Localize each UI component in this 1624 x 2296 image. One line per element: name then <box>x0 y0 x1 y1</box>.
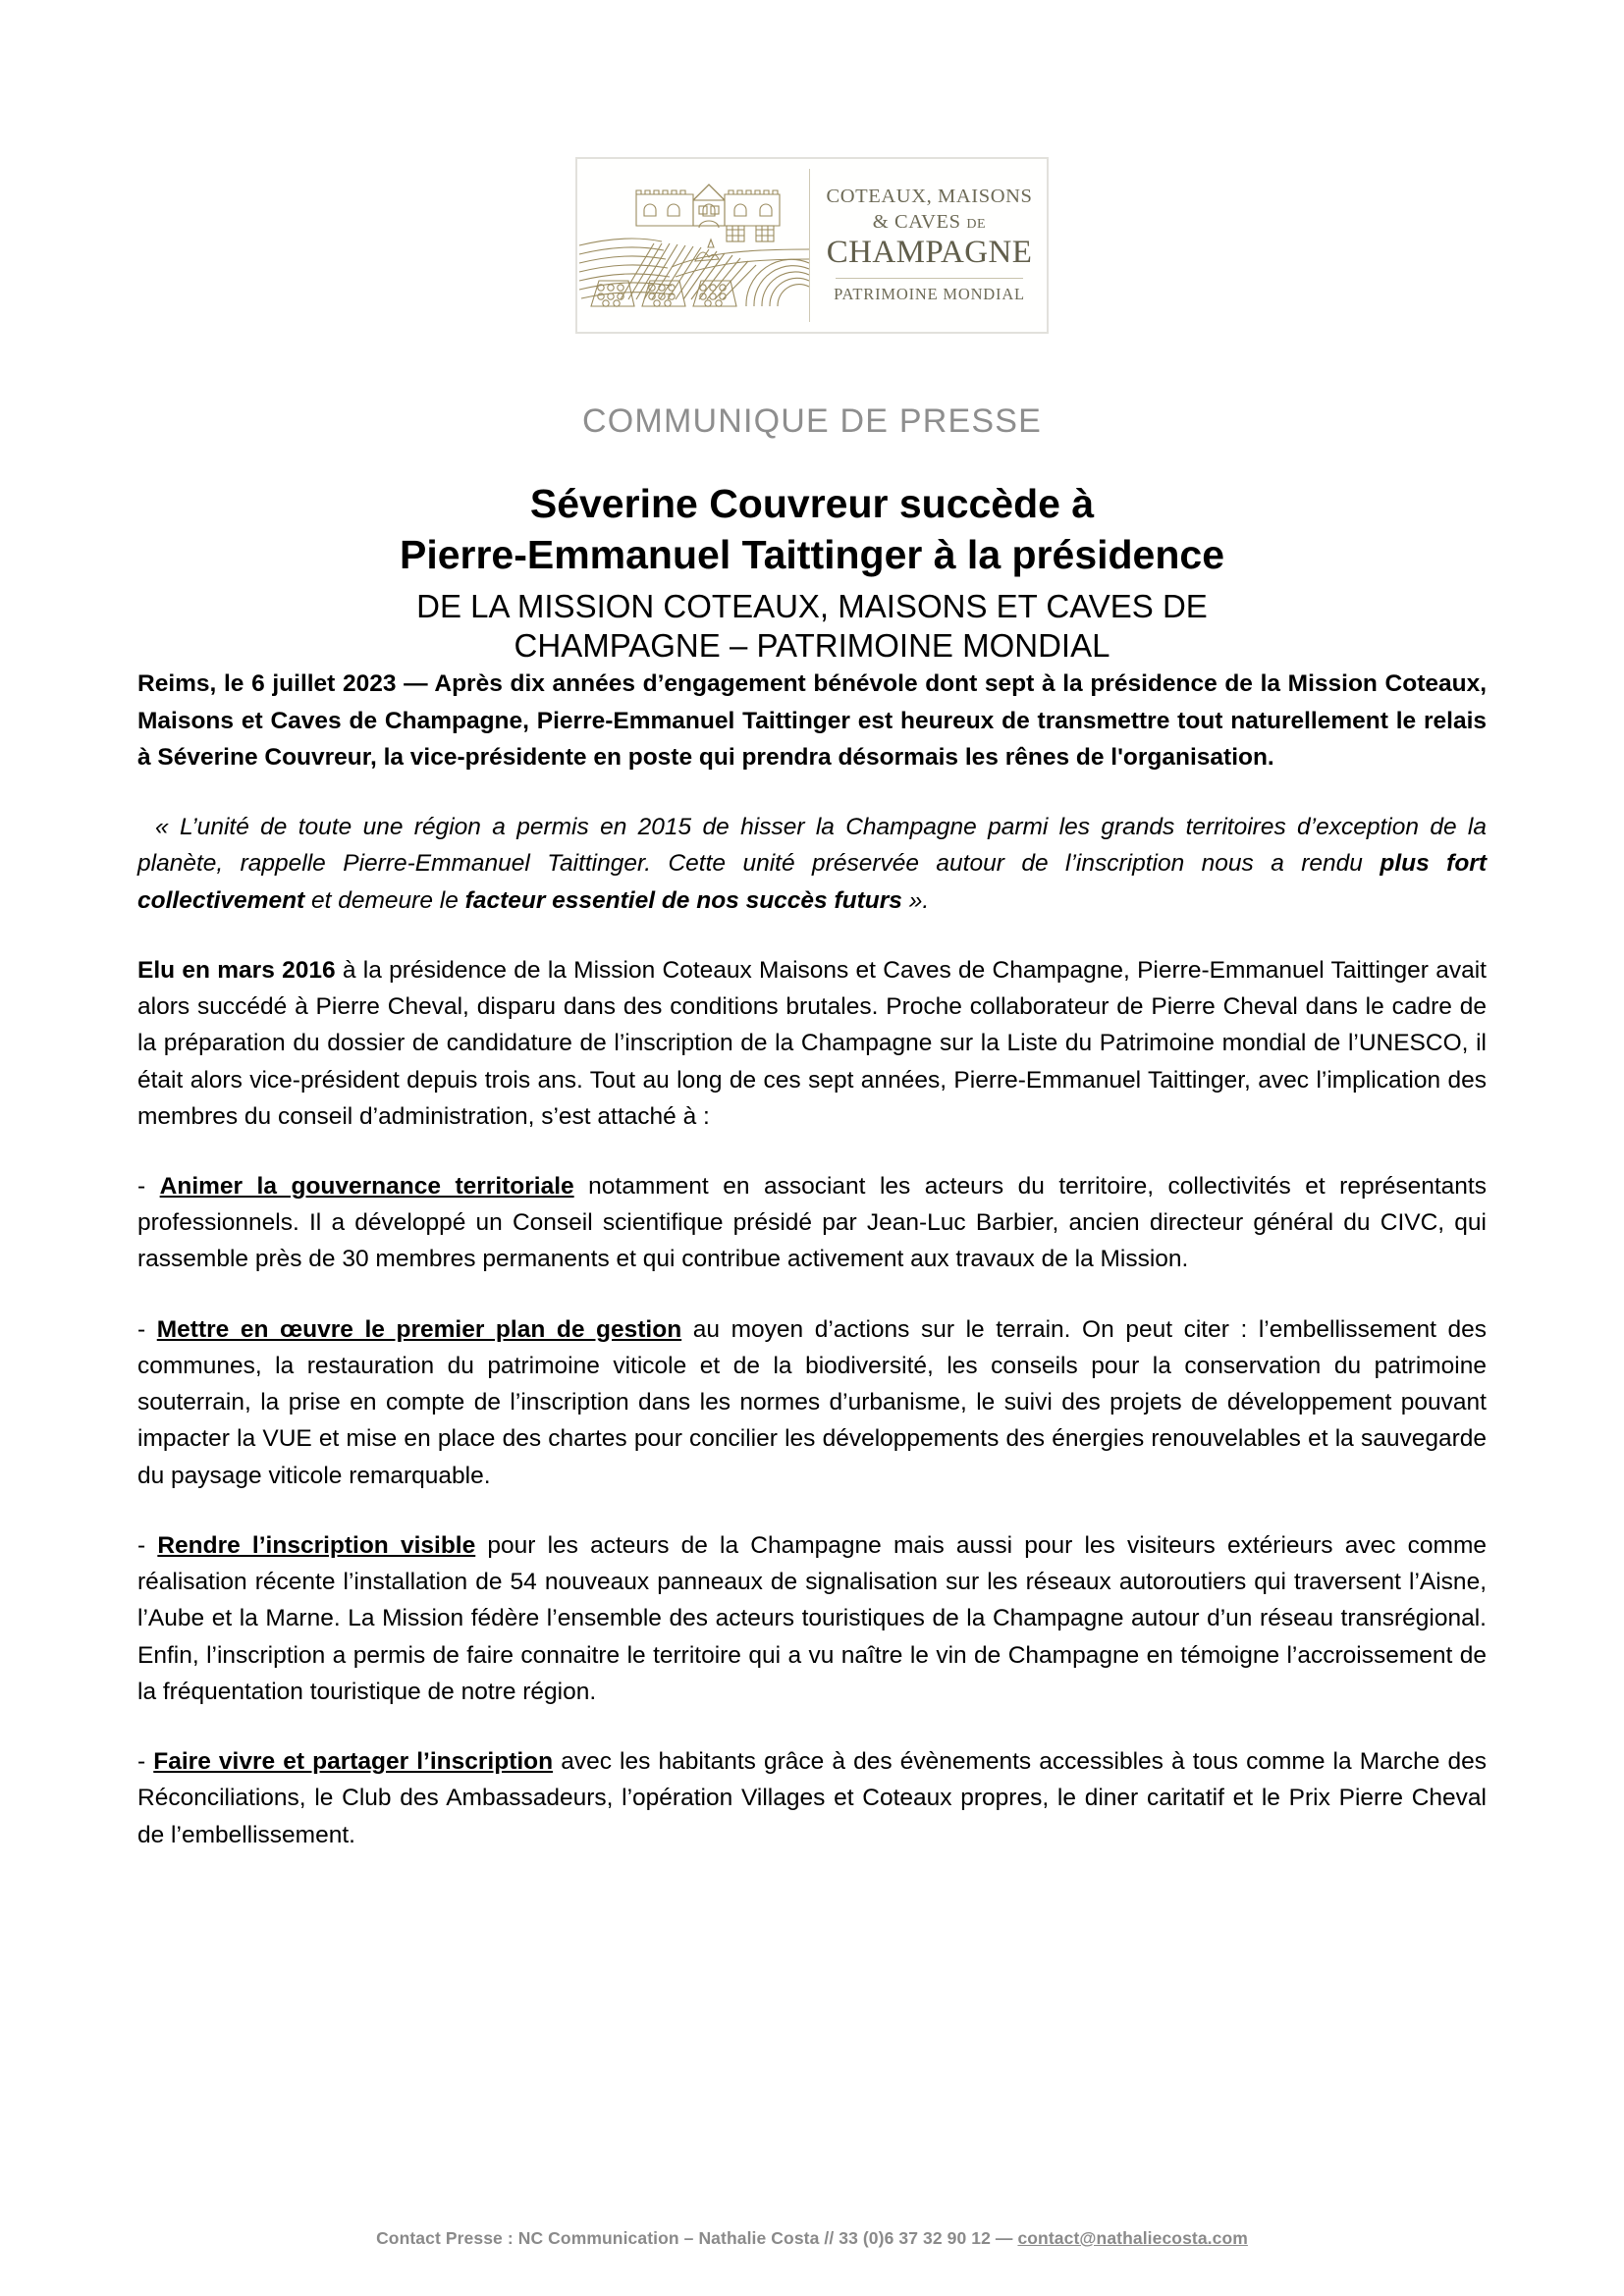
quote-part-3: ». <box>901 886 930 914</box>
subtitle-line-1: DE LA MISSION COTEAUX, MAISONS ET CAVES DE <box>416 587 1208 624</box>
bullet-heading-2: Mettre en œuvre le premier plan de gestion <box>156 1315 682 1343</box>
logo-line-2-main: & CAVES <box>872 211 961 234</box>
logo-line-2 <box>873 210 986 234</box>
quote-bold-2: facteur essentiel de nos succès futurs <box>464 886 902 914</box>
lede-paragraph: Reims, le 6 juillet 2023 — Après dix années d’engagement bénévole dont sept à la présidence de la Mission Coteaux, Maisons et Caves de Champagne, Pierre-Emmanuel Taittinger est heureux de transmettre tout naturellement le relais à Séverine Couvreur, la vice-présidente en poste qui prendra désormais les rênes de l'organisation. <box>137 670 1487 771</box>
pull-quote <box>137 809 1487 919</box>
bullet-dash-3: - <box>137 1531 158 1559</box>
bullet-item-1 <box>137 1168 1487 1278</box>
logo-horizontal-rule <box>836 278 1024 279</box>
bullet-text-3: pour les acteurs de la Champagne mais aussi pour les visiteurs extérieurs avec comme réalisation récente l’installation de 54 nouveaux panneaux de signalisation sur les réseaux autoroutiers qui traversent l’Aisne, l’Aube et la Marne. La Mission fédère l’ensemble des acteurs touristiques de la Champagne autour d’un réseau transrégional. Enfin, l’inscription a permis de faire connaitre le territoire qui a vu naître le vin de Champagne en témoigne l’accroissement de la fréquentation touristique de notre région. <box>137 1531 1487 1705</box>
contact-email-link[interactable]: contact@nathaliecosta.com <box>1017 2228 1248 2248</box>
vineyard-winery-illustration-icon <box>577 159 809 332</box>
logo-line-1: COTEAUX, MAISONS <box>826 186 1033 207</box>
footer-text: Contact Presse : NC Communication – Nathalie Costa // 33 (0)6 37 32 90 12 — <box>376 2228 1018 2248</box>
bullet-item-4 <box>137 1743 1487 1853</box>
paragraph-elu <box>137 952 1487 1135</box>
logo-line-3: CHAMPAGNE <box>826 235 1033 271</box>
paragraph-elu-text: à la présidence de la Mission Coteaux Maisons et Caves de Champagne, Pierre-Emmanuel Taittinger avait alors succédé à Pierre Cheval, disparu dans des conditions brutales. Proche collaborateur de Pierre Cheval dans le cadre de la préparation du dossier de candidature de l’inscription de la Champagne sur la Liste du Patrimoine mondial de l’UNESCO, il était alors vice-président depuis trois ans. Tout au long de ces sept années, Pierre-Emmanuel Taittinger, avec l’implication des membres du conseil d’administration, s’est attaché à : <box>137 956 1487 1130</box>
quote-part-1: « L’unité de toute une région a permis en 2015 de hisser la Champagne parmi les grands territoires d’exception de la planète, rappelle Pierre-Emmanuel Taittinger. Cette unité préservée autour de l’inscription nous a rendu <box>137 814 1487 878</box>
bullet-heading-4: Faire vivre et partager l’inscription <box>153 1748 554 1776</box>
title-line-2: Pierre-Emmanuel Taittinger à la présidence <box>399 532 1225 578</box>
document-body <box>137 666 1487 1852</box>
bullet-text-1: notamment en associant les acteurs du territoire, collectivités et représentants professionnels. Il a développé un Conseil scientifique présidé par Jean-Luc Barbier, ancien directeur général du CIVC, qui rassemble près de 30 membres permanents et qui contribue activement aux travaux de la Mission. <box>137 1173 1487 1273</box>
bullet-text-2: au moyen d’actions sur le terrain. On peut citer : l’embellissement des communes, la restauration du patrimoine viticole et de la biodiversité, les conseils pour la conservation du patrimoine souterrain, la prise en compte de l’inscription dans les normes d’urbanisme, le suivi des projets de développement pouvant impacter la VUE et mise en place des chartes pour concilier les développements des énergies renouvelables et la sauvegarde du paysage viticole remarquable. <box>137 1315 1488 1489</box>
bullet-heading-1: Animer la gouvernance territoriale <box>159 1173 574 1201</box>
bullet-heading-3: Rendre l’inscription visible <box>157 1531 476 1559</box>
bullet-dash-4: - <box>137 1748 154 1776</box>
logo-container <box>0 0 1624 334</box>
bullet-dash-1: - <box>137 1173 160 1201</box>
logo-line-4: PATRIMOINE MONDIAL <box>834 285 1025 303</box>
bullet-item-3 <box>137 1527 1487 1710</box>
champagne-logo <box>575 157 1049 334</box>
bullet-dash-2: - <box>137 1315 157 1343</box>
footer-contact <box>0 2228 1624 2249</box>
title-line-1: Séverine Couvreur succède à <box>529 481 1095 526</box>
document-kicker: COMMUNIQUE DE PRESSE <box>582 402 1042 440</box>
subtitle-line-2: CHAMPAGNE – PATRIMOINE MONDIAL <box>514 627 1110 665</box>
paragraph-elu-bold-lead: Elu en mars 2016 <box>137 956 336 984</box>
page-subtitle <box>0 587 1624 667</box>
bullet-item-2 <box>137 1311 1487 1494</box>
quote-bold-1: plus fort collectivement <box>137 850 1487 914</box>
logo-wordmark <box>810 159 1047 332</box>
page-title <box>0 478 1624 581</box>
bullet-text-4: avec les habitants grâce à des évènements accessibles à tous comme la Marche des Réconciliations, le Club des Ambassadeurs, l’opération Villages et Coteaux propres, le diner caritatif et le Prix Pierre Cheval de l’embellissement. <box>137 1748 1488 1848</box>
quote-part-2: et demeure le <box>304 886 465 914</box>
logo-line-2-small: DE <box>966 217 987 233</box>
